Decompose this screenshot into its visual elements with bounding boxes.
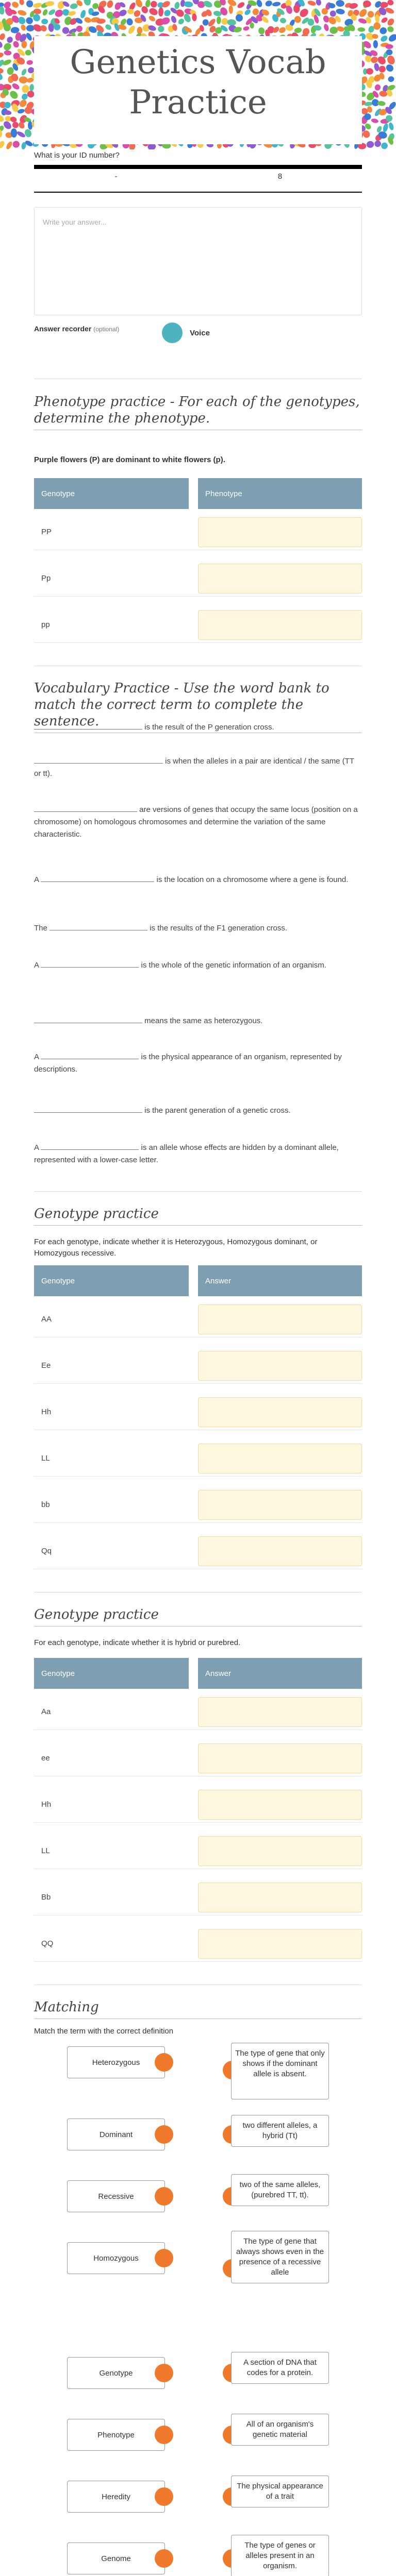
confetti-dot <box>237 1 246 9</box>
confetti-dot <box>68 10 76 16</box>
confetti-dot <box>127 9 134 14</box>
confetti-dot <box>16 130 26 139</box>
confetti-dot <box>265 0 273 7</box>
table-row: ee <box>34 1740 362 1776</box>
match-definition[interactable]: two different alleles, a hybrid (Tt) <box>231 2115 329 2147</box>
match-connector-dot[interactable] <box>155 2487 173 2506</box>
confetti-dot <box>17 9 27 17</box>
match-definition[interactable]: All of an organism's genetic material <box>231 2414 329 2446</box>
sentence-text: is the parent generation of a genetic cross. <box>144 1106 291 1115</box>
confetti-dot <box>25 50 31 56</box>
blank-input[interactable] <box>50 923 147 930</box>
confetti-dot <box>387 32 396 43</box>
confetti-dot <box>25 16 35 26</box>
vocab-sentence-8 <box>34 1051 362 1076</box>
recorder-label: Answer recorder <box>34 325 92 333</box>
confetti-dot <box>4 50 11 56</box>
confetti-dot <box>0 114 5 123</box>
table-row: Hh <box>34 1787 362 1823</box>
confetti-dot <box>388 122 394 131</box>
answer-input[interactable] <box>198 517 362 547</box>
sentence-text: is an allele whose effects are hidden by a dominant allele, represented with a lower-case letter. <box>34 1143 339 1164</box>
confetti-dot <box>323 23 330 31</box>
match-definition[interactable]: A section of DNA that codes for a protein. <box>231 2352 329 2384</box>
section1-instruction: Purple flowers (P) are dominant to white flowers (p). <box>34 455 225 464</box>
confetti-dot <box>357 27 365 32</box>
match-connector-dot[interactable] <box>155 2249 173 2267</box>
id-question-label: What is your ID number? <box>34 151 120 160</box>
match-term[interactable]: Dominant <box>67 2119 165 2150</box>
confetti-dot <box>373 63 380 72</box>
sentence-text: is the result of the P generation cross. <box>144 723 274 732</box>
confetti-dot <box>5 141 13 149</box>
blank-input[interactable] <box>41 1052 139 1059</box>
confetti-dot <box>386 25 394 33</box>
col-header: Answer <box>198 1265 362 1296</box>
confetti-dot <box>366 68 373 75</box>
confetti-dot <box>163 9 172 18</box>
title-box <box>34 36 362 144</box>
confetti-dot <box>373 40 378 48</box>
section1-table <box>34 478 362 648</box>
confetti-dot <box>11 140 21 149</box>
match-definition[interactable]: The type of gene that always shows even in the presence of a recessive allele <box>231 2231 329 2283</box>
confetti-dot <box>243 8 252 16</box>
confetti-dot <box>388 76 395 82</box>
answer-input[interactable] <box>198 1536 362 1566</box>
confetti-dot <box>243 26 250 31</box>
vocab-sentence-3 <box>34 804 362 841</box>
confetti-dot <box>373 139 383 148</box>
section4-instruction: For each genotype, indicate whether it is hybrid or purebred. <box>34 1638 241 1647</box>
confetti-dot <box>374 84 382 91</box>
confetti-dot <box>0 52 4 59</box>
confetti-dot <box>133 9 142 18</box>
confetti-dot <box>61 8 70 17</box>
confetti-dot <box>256 0 263 8</box>
table-row: pp <box>34 607 362 643</box>
confetti-dot <box>2 58 12 66</box>
confetti-dot <box>106 0 114 9</box>
confetti-dot <box>370 56 379 64</box>
confetti-dot <box>228 5 233 14</box>
confetti-dot <box>19 0 25 6</box>
sentence-text: The <box>34 924 47 933</box>
table-row: bb <box>34 1487 362 1523</box>
confetti-dot <box>298 7 310 19</box>
sentence-text: is the location on a chromosome where a gene is found. <box>156 875 349 884</box>
confetti-dot <box>26 25 35 31</box>
confetti-dot <box>382 123 389 132</box>
answer-input[interactable] <box>198 1304 362 1334</box>
match-term[interactable]: Heredity <box>67 2481 165 2513</box>
section1-title: Phenotype practice - For each of the genotypes, determine the phenotype. <box>34 394 362 430</box>
match-term[interactable]: Heterozygous <box>67 2046 165 2078</box>
match-term[interactable]: Genome <box>67 2543 165 2574</box>
answer-input[interactable] <box>198 610 362 640</box>
section5-instruction: Match the term with the correct definition <box>34 2027 174 2036</box>
page-title: Genetics Vocab Practice <box>70 43 326 122</box>
col-header: Answer <box>198 1658 362 1689</box>
confetti-dot <box>148 15 156 23</box>
sentence-text: is the physical appearance of an organism, represented by descriptions. <box>34 1053 342 1074</box>
confetti-dot <box>278 26 287 34</box>
confetti-dot <box>25 107 32 114</box>
sentence-text: A <box>34 1053 39 1061</box>
confetti-dot <box>28 121 33 130</box>
confetti-dot <box>385 7 395 15</box>
blank-input[interactable] <box>41 875 154 882</box>
match-connector-dot[interactable] <box>155 2125 173 2144</box>
confetti-dot <box>126 18 134 26</box>
answer-input[interactable] <box>198 1883 362 1912</box>
match-connector-dot[interactable] <box>155 2426 173 2444</box>
answer-recorder <box>34 325 119 333</box>
vocab-sentence-1 <box>34 721 362 734</box>
vocab-sentence-5 <box>34 922 362 935</box>
confetti-dot <box>380 141 389 149</box>
confetti-dot <box>11 82 21 91</box>
blank-input[interactable] <box>34 1016 142 1023</box>
table-row: AA <box>34 1301 362 1337</box>
confetti-dot <box>258 27 266 35</box>
confetti-dot <box>366 141 375 149</box>
confetti-dot <box>371 118 379 124</box>
col-header: Phenotype <box>198 478 362 509</box>
vocab-sentence-9 <box>34 1105 362 1117</box>
section4-title: Genotype practice <box>34 1606 362 1626</box>
confetti-dot <box>83 0 92 6</box>
match-definition[interactable]: two of the same alleles, (purebred TT, tt). <box>231 2174 329 2206</box>
confetti-dot <box>203 0 213 9</box>
match-connector-dot[interactable] <box>155 2053 173 2072</box>
vocab-sentence-7 <box>34 1015 362 1027</box>
match-term[interactable]: Phenotype <box>67 2419 165 2451</box>
confetti-dot <box>62 27 70 35</box>
table-row: Aa <box>34 1694 362 1730</box>
answer-input[interactable] <box>198 1790 362 1820</box>
confetti-dot <box>0 40 4 49</box>
confetti-dot <box>235 13 243 22</box>
header-banner <box>0 0 396 149</box>
confetti-dot <box>203 19 209 25</box>
answer-input[interactable] <box>198 1397 362 1427</box>
answer-input[interactable] <box>198 1697 362 1727</box>
confetti-dot <box>0 140 6 149</box>
confetti-dot <box>175 8 186 18</box>
confetti-dot <box>2 120 13 130</box>
sentence-text: is when the alleles in a pair are identical / the same (TT or tt). <box>34 757 354 778</box>
confetti-dot <box>18 98 28 109</box>
confetti-dot <box>329 26 338 34</box>
table-row: LL <box>34 1440 362 1477</box>
confetti-dot <box>294 15 302 24</box>
confetti-dot <box>6 36 14 44</box>
confetti-dot <box>386 17 395 27</box>
confetti-dot <box>0 32 6 41</box>
vocab-sentence-10 <box>34 1142 362 1166</box>
confetti-dot <box>279 17 287 24</box>
id-number-picker[interactable] <box>34 165 362 191</box>
sentence-text: A <box>34 1143 39 1152</box>
table-row: Hh <box>34 1394 362 1430</box>
section4-table <box>34 1658 362 1967</box>
id-digit-2[interactable]: 8 <box>277 172 283 181</box>
sentence-text: is the results of the F1 generation cross. <box>150 924 288 933</box>
confetti-dot <box>158 7 163 16</box>
table-row: Bb <box>34 1879 362 1916</box>
section3-instruction: For each genotype, indicate whether it is Heterozygous, Homozygous dominant, or Homozygous recessive. <box>34 1238 318 1258</box>
confetti-dot <box>75 24 84 33</box>
confetti-dot <box>385 63 395 73</box>
confetti-dot <box>25 0 34 8</box>
match-connector-dot[interactable] <box>155 2549 173 2568</box>
answer-input[interactable] <box>198 1836 362 1866</box>
confetti-dot <box>315 0 322 6</box>
answer-input[interactable] <box>198 1929 362 1959</box>
confetti-dot <box>148 7 159 16</box>
table-row: PP <box>34 514 362 550</box>
sentence-text: is the whole of the genetic information of an organism. <box>141 961 326 970</box>
confetti-dot <box>336 8 345 15</box>
blank-input[interactable] <box>41 1143 139 1150</box>
confetti-dot <box>358 8 368 19</box>
voice-label: Voice <box>190 329 210 337</box>
confetti-dot <box>137 27 142 35</box>
sentence-text: A <box>34 875 39 884</box>
answer-input[interactable] <box>198 1490 362 1520</box>
confetti-dot <box>227 19 237 26</box>
confetti-dot <box>177 18 185 26</box>
section2-title: Vocabulary Practice - Use the word bank to match the correct term to complete the sentence. <box>34 680 362 733</box>
section5-title: Matching <box>34 1999 362 2019</box>
confetti-dot <box>379 90 388 97</box>
vocab-sentence-2 <box>34 755 362 780</box>
confetti-dot <box>47 8 56 16</box>
voice-record-button[interactable] <box>162 323 183 343</box>
sentence-text: means the same as heterozygous. <box>144 1016 263 1025</box>
confetti-dot <box>41 19 48 24</box>
vocab-sentence-4 <box>34 874 362 886</box>
match-definition[interactable]: The physical appearance of a trait <box>231 2476 329 2507</box>
confetti-dot <box>217 16 221 24</box>
match-term[interactable]: Homozygous <box>67 2242 165 2274</box>
col-header: Genotype <box>34 1265 189 1296</box>
blank-input[interactable] <box>34 722 142 730</box>
table-row: Pp <box>34 561 362 597</box>
answer-textbox[interactable] <box>34 207 362 315</box>
section3-title: Genotype practice <box>34 1206 362 1226</box>
blank-input[interactable] <box>34 756 163 764</box>
match-connector-dot[interactable] <box>155 2364 173 2382</box>
answer-input[interactable] <box>198 1743 362 1773</box>
confetti-dot <box>174 2 180 10</box>
match-term[interactable]: Recessive <box>67 2180 165 2212</box>
confetti-dot <box>104 23 112 31</box>
match-connector-dot[interactable] <box>155 2187 173 2206</box>
section-divider-3 <box>34 1191 362 1192</box>
confetti-dot <box>150 0 158 9</box>
blank-input[interactable] <box>41 960 139 968</box>
confetti-dot <box>127 25 136 35</box>
confetti-dot <box>20 24 27 31</box>
confetti-dot <box>42 8 48 16</box>
sentence-text: A <box>34 961 39 970</box>
confetti-dot <box>79 9 87 19</box>
confetti-dot <box>0 6 5 15</box>
id-divider <box>34 192 362 193</box>
confetti-dot <box>272 2 280 7</box>
confetti-dot <box>373 22 381 30</box>
confetti-dot <box>307 0 317 7</box>
confetti-dot <box>385 44 393 49</box>
confetti-dot <box>170 15 177 24</box>
confetti-dot <box>16 15 27 26</box>
confetti-dot <box>11 121 20 129</box>
confetti-dot <box>12 40 20 49</box>
blank-input[interactable] <box>34 805 137 812</box>
confetti-dot <box>26 60 33 65</box>
confetti-dot <box>380 35 388 43</box>
confetti-dot <box>84 16 92 24</box>
confetti-dot <box>19 76 28 83</box>
col-header: Genotype <box>34 478 189 509</box>
answer-placeholder: Write your answer... <box>43 218 107 226</box>
confetti-dot <box>21 68 27 76</box>
confetti-dot <box>336 0 344 7</box>
col-header: Genotype <box>34 1658 189 1689</box>
confetti-dot <box>11 1 20 9</box>
confetti-dot <box>29 84 35 92</box>
confetti-dot <box>381 16 389 24</box>
confetti-dot <box>39 24 48 32</box>
id-digit-1[interactable]: - <box>114 172 118 181</box>
match-term[interactable]: Genotype <box>67 2357 165 2389</box>
answer-input[interactable] <box>198 1444 362 1473</box>
confetti-dot <box>252 8 260 15</box>
confetti-dot <box>378 65 386 73</box>
recorder-optional: (optional) <box>93 326 120 333</box>
confetti-dot <box>161 0 171 9</box>
confetti-dot <box>0 67 4 74</box>
confetti-dot <box>32 2 42 8</box>
table-row: QQ <box>34 1926 362 1962</box>
match-definition[interactable]: The type of genes or alleles present in an organism. <box>231 2535 329 2576</box>
confetti-dot <box>8 89 19 100</box>
section3-table <box>34 1265 362 1574</box>
answer-input[interactable] <box>198 1351 362 1381</box>
table-row: Qq <box>34 1533 362 1569</box>
match-definition[interactable]: The type of gene that only shows if the dominant allele is absent. <box>231 2043 329 2099</box>
answer-input[interactable] <box>198 564 362 594</box>
table-row: LL <box>34 1833 362 1869</box>
vocab-sentence-6 <box>34 959 362 972</box>
sentence-text: are versions of genes that occupy the same locus (position on a chromosome) on homologous chromosomes and determine the variation of the same characteristic. <box>34 805 358 839</box>
table-row: Ee <box>34 1348 362 1384</box>
confetti-dot <box>184 1 193 8</box>
confetti-dot <box>157 25 164 32</box>
confetti-dot <box>33 8 41 14</box>
blank-input[interactable] <box>34 1106 142 1113</box>
